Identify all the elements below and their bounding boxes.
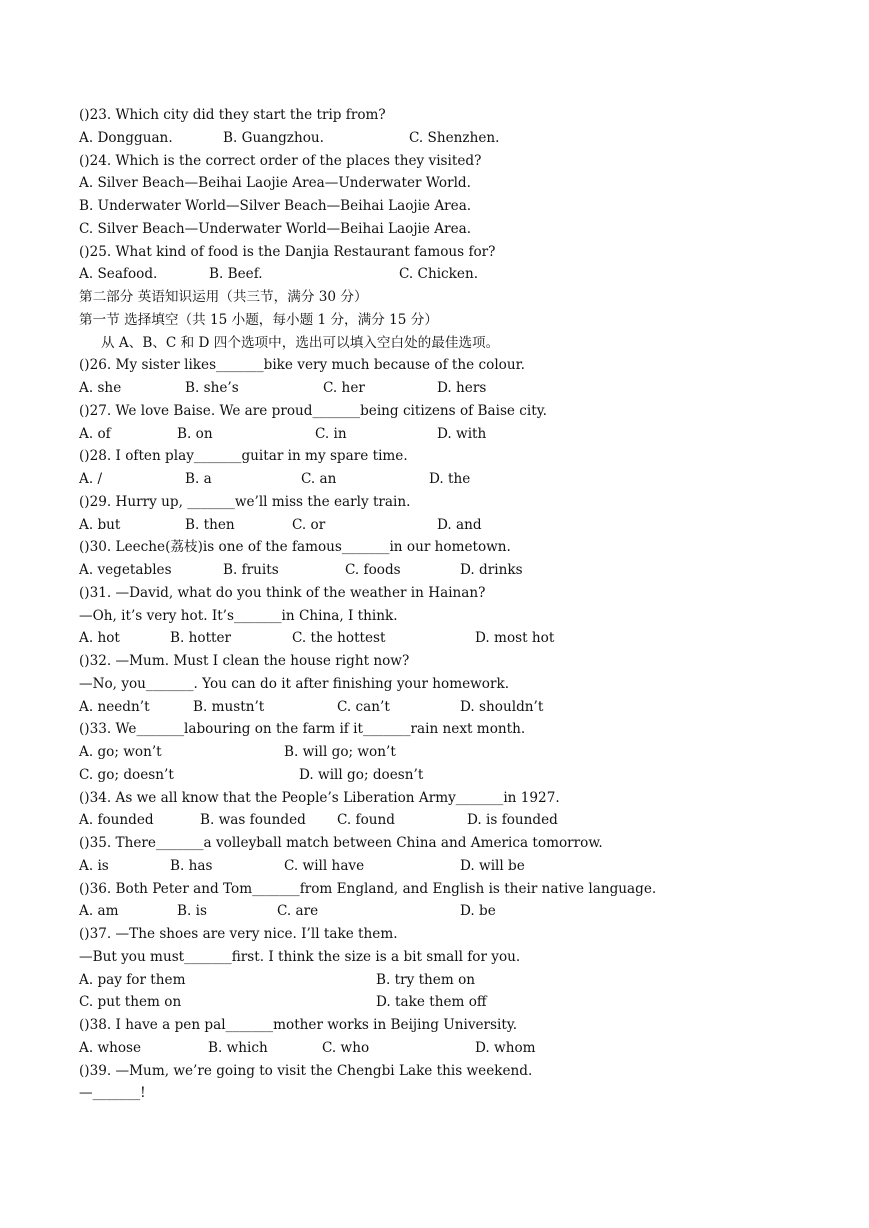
option-b: B. then (185, 516, 235, 533)
options-34 (79, 809, 799, 832)
options-28 (79, 468, 799, 491)
option-b: B. which (208, 1039, 268, 1056)
dialogue-line: —No, you_______. You can do it after finishing your homework. (79, 675, 510, 692)
option-c: C. who (322, 1039, 370, 1056)
options-32 (79, 696, 799, 719)
option-a: A. / (79, 471, 103, 487)
option-b: B. she’s (185, 380, 239, 396)
option-d: D. will be (460, 857, 525, 874)
instructions: 从 A、B、C 和 D 四个选项中，选出可以填入空白处的最佳选项。 (101, 334, 500, 351)
question-24: ()24. Which is the correct order of the places they visited? (79, 152, 482, 169)
options-29 (79, 514, 799, 537)
question-26: ()26. My sister likes_______bike very much because of the colour. (79, 357, 525, 374)
options-23 (79, 127, 799, 150)
option-b: B. a (185, 471, 212, 487)
question-32: ()32. —Mum. Must I clean the house right now? (79, 653, 410, 669)
options-35 (79, 855, 799, 878)
option-d: D. shouldn’t (460, 698, 544, 715)
option-d: D. hers (437, 380, 487, 396)
option-d: D. will go; doesn’t (299, 766, 424, 783)
option-a: A. pay for them (79, 971, 186, 988)
option-c: C. foods (345, 562, 401, 578)
option-a: A. is (79, 857, 109, 874)
dialogue-line: —But you must_______first. I think the size is a bit small for you. (79, 948, 521, 965)
question-34: ()34. As we all know that the People’s Liberation Army_______in 1927. (79, 789, 560, 806)
option-d: D. and (437, 516, 482, 533)
option-b: B. is (177, 903, 207, 920)
option-a: A. am (79, 903, 119, 920)
option-c: C. in (315, 425, 347, 442)
option-d: D. be (460, 903, 496, 920)
option-d: D. with (437, 425, 487, 442)
question-36: ()36. Both Peter and Tom_______from England, and English is their native language. (79, 880, 657, 897)
options-31 (79, 627, 799, 650)
option-b: B. hotter (170, 630, 232, 647)
option-c: C. can’t (337, 698, 390, 715)
exam-page (79, 104, 799, 1105)
options-36 (79, 900, 799, 923)
option-b: B. Guangzhou. (223, 129, 324, 146)
option-c: C. Silver Beach—Underwater World—Beihai Laojie Area. (79, 220, 472, 237)
question-37: ()37. —The shoes are very nice. I’ll take them. (79, 926, 398, 942)
section-heading: 第二部分 英语知识运用（共三节，满分 30 分） (79, 289, 368, 305)
option-b: B. was founded (200, 812, 306, 829)
option-d: D. drinks (460, 562, 523, 578)
option-a: A. of (79, 425, 111, 442)
options-30 (79, 559, 799, 582)
question-31: ()31. —David, what do you think of the weather in Hainan? (79, 584, 486, 601)
option-b: B. fruits (223, 562, 279, 578)
question-38: ()38. I have a pen pal_______mother works in Beijing University. (79, 1017, 518, 1033)
option-a: A. Dongguan. (79, 129, 173, 146)
question-35: ()35. There_______a volleyball match between China and America tomorrow. (79, 835, 603, 851)
option-a: A. vegetables (79, 562, 172, 578)
subsection-heading: 第一节 选择填空（共 15 小题，每小题 1 分，满分 15 分） (79, 311, 438, 328)
option-c: C. the hottest (292, 630, 386, 647)
option-a: A. but (79, 516, 121, 533)
options-37-ab (79, 969, 799, 992)
option-c: C. Chicken. (399, 266, 479, 283)
option-a: A. needn’t (79, 698, 150, 715)
option-b: B. Underwater World—Silver Beach—Beihai Laojie Area. (79, 198, 472, 214)
question-33: ()33. We_______labouring on the farm if it_______rain next month. (79, 721, 526, 738)
option-b: B. has (170, 857, 213, 874)
option-a: A. founded (79, 812, 154, 829)
dialogue-line: —_______! (79, 1085, 146, 1102)
option-b: B. on (177, 425, 213, 442)
option-c: C. her (323, 380, 365, 396)
option-a: A. Seafood. (79, 266, 158, 283)
question-27: ()27. We love Baise. We are proud_______being citizens of Baise city. (79, 402, 547, 419)
options-25 (79, 263, 799, 286)
question-25: ()25. What kind of food is the Danjia Restaurant famous for? (79, 243, 496, 260)
option-c: C. or (292, 516, 326, 533)
options-38 (79, 1037, 799, 1060)
option-c: C. found (337, 812, 395, 829)
options-37-cd (79, 991, 799, 1014)
option-d: D. most hot (475, 630, 555, 647)
option-d: D. is founded (467, 812, 558, 829)
option-c: C. an (301, 471, 337, 487)
question-29: ()29. Hurry up, _______we’ll miss the early train. (79, 493, 411, 510)
option-a: A. go; won’t (79, 744, 162, 760)
option-c: C. go; doesn’t (79, 766, 174, 783)
option-d: D. whom (475, 1039, 536, 1056)
options-26 (79, 377, 799, 400)
option-a: A. hot (79, 630, 120, 647)
options-33-ab (79, 741, 799, 764)
option-c: C. Shenzhen. (409, 129, 500, 146)
options-27 (79, 423, 799, 446)
option-d: D. take them off (376, 994, 487, 1011)
question-39: ()39. —Mum, we’re going to visit the Chengbi Lake this weekend. (79, 1062, 533, 1079)
question-28: ()28. I often play_______guitar in my spare time. (79, 448, 408, 465)
option-a: A. she (79, 380, 122, 396)
option-b: B. will go; won’t (284, 744, 396, 760)
option-a: A. Silver Beach—Beihai Laojie Area—Underwater World. (79, 175, 471, 192)
option-c: C. put them on (79, 994, 182, 1011)
option-b: B. try them on (376, 971, 476, 988)
option-a: A. whose (79, 1039, 142, 1056)
option-d: D. the (429, 471, 471, 487)
question-23: ()23. Which city did they start the trip from? (79, 107, 386, 123)
option-c: C. will have (284, 857, 365, 874)
options-33-cd (79, 764, 799, 787)
option-b: B. mustn’t (193, 698, 265, 715)
option-b: B. Beef. (209, 266, 263, 283)
question-30: ()30. Leeche(荔枝)is one of the famous_______in our hometown. (79, 539, 511, 556)
dialogue-line: —Oh, it’s very hot. It’s_______in China, I think. (79, 607, 398, 624)
option-c: C. are (277, 903, 319, 920)
